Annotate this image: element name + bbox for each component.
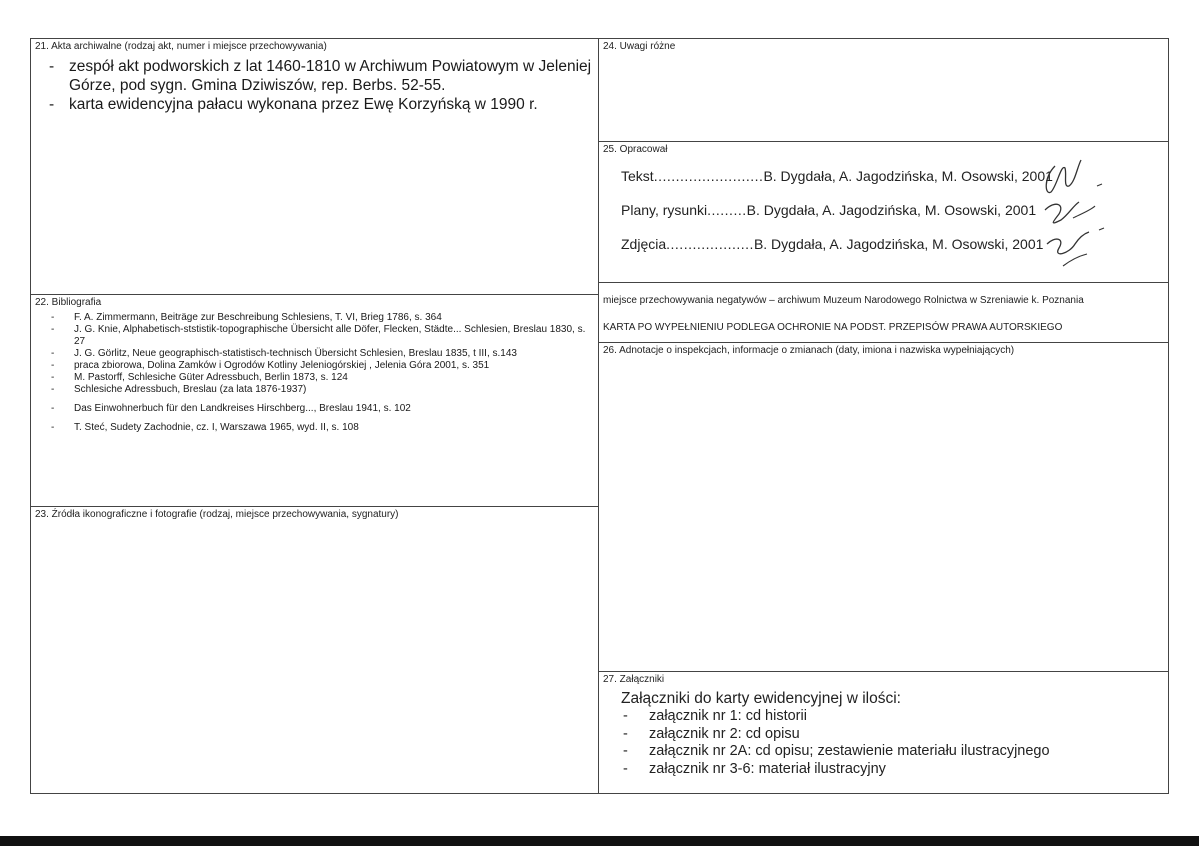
footer-notes bbox=[599, 282, 1168, 342]
credit-row-photos bbox=[621, 236, 1043, 252]
list-item: - Das Einwohnerbuch für den Landkreises Hirschberg..., Breslau 1941, s. 102 bbox=[47, 403, 587, 415]
section-21-archival-files bbox=[31, 39, 598, 294]
section-22-bibliography bbox=[31, 294, 598, 506]
list-item: - zespół akt podworskich z lat 1460-1810 w Archiwum Powiatowym w Jeleniej Górze, pod sygn. Gmina Dziwiszów, rep. Berbs. 52-55. bbox=[49, 57, 598, 95]
list-item: - Schlesiche Adressbuch, Breslau (za lata 1876-1937) bbox=[47, 384, 587, 396]
credit-label: Tekst bbox=[621, 168, 654, 184]
credit-label: Plany, rysunki bbox=[621, 202, 708, 218]
section-27-header: 27. Załączniki bbox=[603, 674, 665, 685]
copyright-note: KARTA PO WYPEŁNIENIU PODLEGA OCHRONIE NA PODST. PRZEPISÓW PRAWA AUTORSKIEGO bbox=[603, 322, 1063, 333]
credit-row-text bbox=[621, 168, 1053, 184]
scan-edge bbox=[0, 836, 1199, 846]
section-25-header: 25. Opracował bbox=[603, 144, 668, 155]
handwritten-signature bbox=[1039, 148, 1109, 268]
list-item: - F. A. Zimmermann, Beiträge zur Beschreibung Schlesiens, T. VI, Brieg 1786, s. 364 bbox=[47, 312, 587, 324]
attachments-list bbox=[621, 708, 1050, 778]
archival-files-list bbox=[31, 57, 598, 114]
section-22-header: 22. Bibliografia bbox=[35, 297, 102, 308]
list-item: - J. G. Knie, Alphabetisch-ststistik-topographische Übersicht alle Döfer, Flecken, Städte... Schlesien, Breslau 1830, s. 27 bbox=[47, 324, 587, 348]
section-23-iconographic-sources bbox=[31, 506, 598, 793]
section-21-header: 21. Akta archiwalne (rodzaj akt, numer i miejsce przechowywania) bbox=[35, 41, 327, 52]
section-24-remarks bbox=[599, 39, 1168, 141]
credit-dots: ......... bbox=[707, 202, 747, 218]
list-item: - załącznik nr 1: cd historii bbox=[621, 708, 1050, 726]
record-card-form bbox=[30, 38, 1169, 794]
credit-row-plans bbox=[621, 202, 1036, 218]
bibliography-list bbox=[31, 312, 587, 434]
credit-value: B. Dygdała, A. Jagodzińska, M. Osowski, 2001 bbox=[763, 168, 1053, 184]
right-column bbox=[599, 39, 1168, 793]
list-item: - karta ewidencyjna pałacu wykonana przez Ewę Korzyńską w 1990 r. bbox=[49, 95, 598, 114]
list-item: - załącznik nr 3-6: materiał ilustracyjny bbox=[621, 761, 1050, 779]
list-item: - załącznik nr 2: cd opisu bbox=[621, 726, 1050, 744]
list-item: - J. G. Görlitz, Neue geographisch-statistisch-technisch Übersicht Schlesien, Breslau 1835, t III, s.143 bbox=[47, 348, 587, 360]
list-item: - M. Pastorff, Schlesiche Güter Adressbuch, Berlin 1873, s. 124 bbox=[47, 372, 587, 384]
section-23-header: 23. Źródła ikonograficzne i fotografie (rodzaj, miejsce przechowywania, sygnatury) bbox=[35, 509, 399, 520]
section-26-header: 26. Adnotacje o inspekcjach, informacje o zmianach (daty, imiona i nazwiska wypełniających) bbox=[603, 345, 1015, 356]
attachments-title: Załączniki do karty ewidencyjnej w ilości: bbox=[621, 690, 901, 707]
list-item: - praca zbiorowa, Dolina Zamków i Ogrodów Kotliny Jeleniogórskiej , Jelenia Góra 2001, s. 351 bbox=[47, 360, 587, 372]
credit-value: B. Dygdała, A. Jagodzińska, M. Osowski, 2001 bbox=[753, 236, 1044, 252]
credit-label: Zdjęcia bbox=[621, 236, 667, 252]
section-25-prepared-by bbox=[599, 141, 1168, 282]
credit-dots: ......................... bbox=[653, 168, 764, 184]
credit-dots: .................... bbox=[666, 236, 754, 252]
credit-value: B. Dygdała, A. Jagodzińska, M. Osowski, 2001 bbox=[746, 202, 1037, 218]
list-item: - załącznik nr 2A: cd opisu; zestawienie materiału ilustracyjnego bbox=[621, 743, 1050, 761]
negatives-storage-note: miejsce przechowywania negatywów – archiwum Muzeum Narodowego Rolnictwa w Szreniawie k. Poznania bbox=[603, 295, 1084, 306]
section-27-attachments bbox=[599, 671, 1168, 793]
section-26-inspection-notes bbox=[599, 342, 1168, 671]
section-24-header: 24. Uwagi różne bbox=[603, 41, 676, 52]
left-column bbox=[31, 39, 599, 793]
list-item: - T. Steć, Sudety Zachodnie, cz. I, Warszawa 1965, wyd. II, s. 108 bbox=[47, 422, 587, 434]
